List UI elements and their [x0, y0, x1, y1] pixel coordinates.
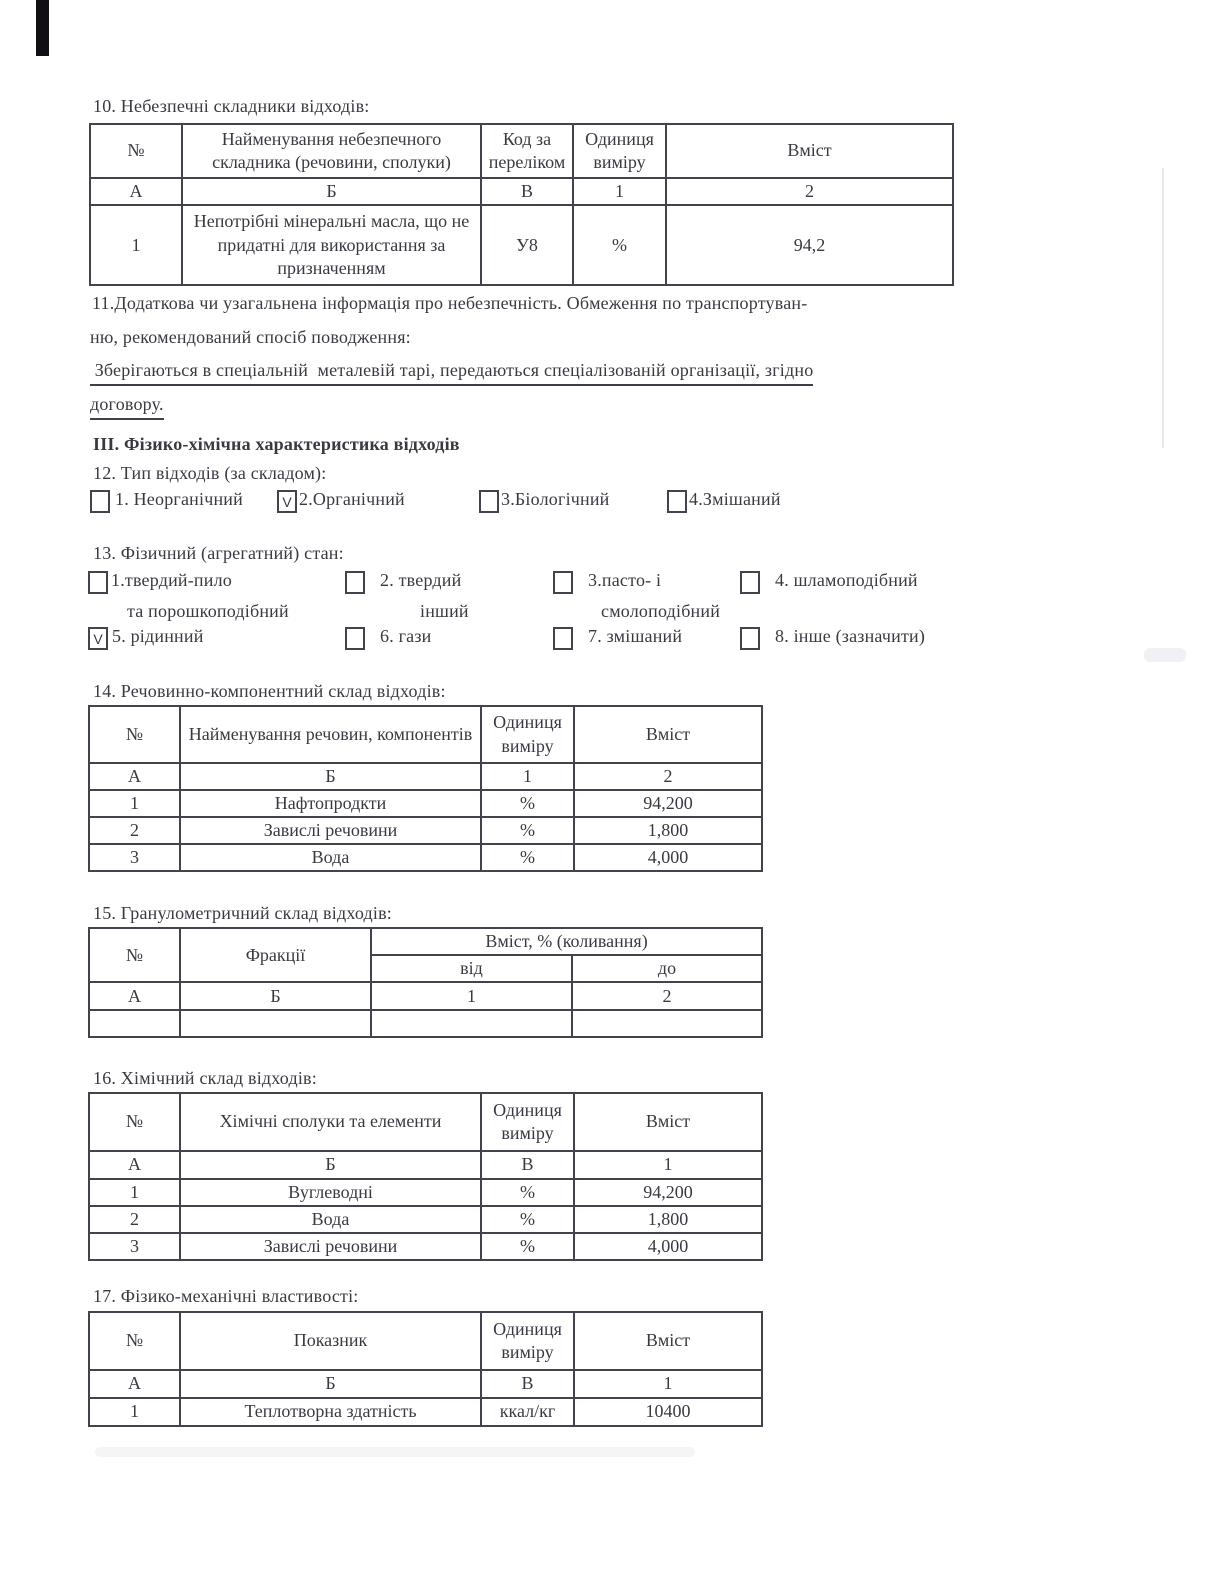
waste-type-option-organic: [277, 489, 405, 513]
cell: Б: [180, 1151, 481, 1179]
checkbox-unchecked[interactable]: [553, 627, 573, 650]
cell: Б: [182, 178, 481, 205]
checkbox-unchecked[interactable]: [88, 571, 108, 594]
cell: А: [89, 982, 180, 1010]
col-header-unit: Одиниця виміру: [573, 124, 666, 178]
cell: 1: [371, 982, 572, 1010]
cell: 2: [89, 817, 180, 844]
empty-cell: [572, 1010, 762, 1037]
col-header-no: №: [89, 706, 180, 763]
cell: 4,000: [574, 1233, 762, 1260]
cell: 1: [89, 790, 180, 817]
section-14-heading: 14. Речовинно-компонентний склад відходів:: [93, 681, 446, 701]
checkbox-label: 7. змішаний: [588, 626, 683, 646]
state-option-paste-resin: [553, 570, 661, 594]
state-option-solid-other: [345, 570, 461, 594]
checkbox-label: 6. гази: [380, 626, 432, 646]
cell: 1: [573, 178, 666, 205]
cell: Вода: [180, 844, 481, 871]
state-option-mixed: [553, 626, 682, 650]
state-option-liquid: [88, 626, 204, 650]
cell: Завислі речовини: [180, 1233, 481, 1260]
cell: Вода: [180, 1206, 481, 1233]
state-option-solid-other-line2: інший: [420, 601, 469, 621]
checkbox-unchecked[interactable]: [479, 490, 499, 513]
cell: %: [481, 790, 574, 817]
table-row: [89, 790, 762, 817]
checkbox-unchecked[interactable]: [90, 490, 110, 513]
empty-cell: [371, 1010, 572, 1037]
cell: 1: [481, 763, 574, 790]
checkbox-unchecked[interactable]: [667, 490, 687, 513]
section-11-answer-line2: договору.: [90, 394, 164, 420]
state-option-paste-resin-line2: смолоподібний: [601, 601, 721, 621]
col-header-no: №: [89, 928, 180, 982]
checkbox-checked[interactable]: [88, 627, 108, 650]
empty-cell: [89, 1010, 180, 1037]
cell: Завислі речовини: [180, 817, 481, 844]
section-11-text-line1: 11.Додаткова чи узагальнена інформація про небезпечність. Обмеження по транспортуван-: [92, 293, 808, 313]
col-header-content: Вміст: [666, 124, 953, 178]
state-option-other: [740, 626, 925, 650]
cell: ккал/кг: [481, 1398, 574, 1426]
table-row: [89, 1206, 762, 1233]
table-header-row: [89, 1093, 762, 1151]
col-header-from: від: [371, 955, 572, 982]
cell: 2: [89, 1206, 180, 1233]
cell: 94,200: [574, 790, 762, 817]
checkbox-label: 3.пасто- і: [588, 570, 662, 590]
col-header-no: №: [89, 1093, 180, 1151]
section-16-heading: 16. Хімічний склад відходів:: [93, 1068, 317, 1088]
cell: 2: [574, 763, 762, 790]
section-17-heading: 17. Фізико-механічні властивості:: [93, 1286, 359, 1306]
checkbox-unchecked[interactable]: [345, 571, 365, 594]
col-header-content: Вміст: [574, 706, 762, 763]
col-header-name: Найменування небезпечного складника (речовини, сполуки): [182, 124, 481, 178]
col-header-no: №: [89, 1312, 180, 1370]
checkbox-label: 4. шламоподібний: [775, 570, 918, 590]
cell: В: [481, 1370, 574, 1398]
cell: 10400: [574, 1398, 762, 1426]
cell: В: [481, 178, 573, 205]
section-13-heading: 13. Фізичний (агрегатний) стан:: [93, 543, 344, 563]
col-header-content: Вміст: [574, 1093, 762, 1151]
cell: Непотрібні мінеральні масла, що не придатні для використання за призначенням: [182, 205, 481, 285]
table-key-row: [89, 1151, 762, 1179]
section-11-text-line2: ню, рекомендований спосіб поводження:: [90, 327, 411, 347]
checkbox-unchecked[interactable]: [553, 571, 573, 594]
cell: 1: [89, 1179, 180, 1206]
cell: 1: [574, 1370, 762, 1398]
section-15-heading: 15. Гранулометричний склад відходів:: [93, 903, 392, 923]
checkbox-unchecked[interactable]: [740, 571, 760, 594]
table-key-row: [89, 982, 762, 1010]
checkbox-label: 2. твердий: [380, 570, 462, 590]
table-row: [89, 1233, 762, 1260]
col-header-content: Вміст, % (коливання): [371, 928, 762, 955]
cell: 3: [89, 1233, 180, 1260]
cell: У8: [481, 205, 573, 285]
cell: %: [481, 817, 574, 844]
scan-artifact-line: [1162, 168, 1164, 448]
cell: А: [89, 763, 180, 790]
table-header-row: [89, 1312, 762, 1370]
cell: В: [481, 1151, 574, 1179]
checkbox-unchecked[interactable]: [345, 627, 365, 650]
checkbox-label: 8. інше (зазначити): [775, 626, 926, 646]
col-header-name: Хімічні сполуки та елементи: [180, 1093, 481, 1151]
granulometric-table: [88, 927, 763, 1038]
waste-type-option-mixed: [667, 489, 781, 513]
cell: 2: [572, 982, 762, 1010]
cell: А: [90, 178, 182, 205]
check-icon: V: [93, 630, 103, 647]
table-row: [89, 817, 762, 844]
cell: Б: [180, 1370, 481, 1398]
table-key-row: [89, 1370, 762, 1398]
state-option-sludge: [740, 570, 918, 594]
section-12-heading: 12. Тип відходів (за складом):: [93, 463, 327, 483]
checkbox-label: 3.Біологічний: [501, 489, 610, 509]
state-option-solid-dust-line2: та порошкоподібний: [127, 601, 289, 621]
col-header-unit: Одиниця виміру: [481, 706, 574, 763]
checkbox-label: 1. Неорганічний: [115, 489, 243, 509]
cell: 2: [666, 178, 953, 205]
cell: 1,800: [574, 1206, 762, 1233]
col-header-no: №: [90, 124, 182, 178]
cell: %: [481, 844, 574, 871]
cell: Б: [180, 982, 371, 1010]
cell: %: [481, 1179, 574, 1206]
cell: 1,800: [574, 817, 762, 844]
col-header-fractions: Фракції: [180, 928, 371, 982]
checkbox-label: 1.твердий-пило: [111, 570, 232, 590]
chemical-composition-table: [88, 1092, 763, 1261]
cell: 4,000: [574, 844, 762, 871]
table-row: [89, 844, 762, 871]
cell: %: [573, 205, 666, 285]
cell: Б: [180, 763, 481, 790]
scan-artifact-smudge: [1144, 648, 1186, 662]
cell: А: [89, 1370, 180, 1398]
empty-cell: [180, 1010, 371, 1037]
cell: Теплотворна здатність: [180, 1398, 481, 1426]
cell: 1: [90, 205, 182, 285]
cell: Нафтопродкти: [180, 790, 481, 817]
component-composition-table: [88, 705, 763, 872]
cell: 94,200: [574, 1179, 762, 1206]
section-11-answer-line1: Зберігаються в спеціальній металевій тарі, передаються спеціалізованій організації, згідно: [90, 360, 813, 386]
table-header-row: [90, 124, 953, 178]
table-row: [90, 205, 953, 285]
cell: 94,2: [666, 205, 953, 285]
scan-artifact-streak: [95, 1447, 695, 1457]
table-key-row: [90, 178, 953, 205]
checkbox-unchecked[interactable]: [740, 627, 760, 650]
col-header-content: Вміст: [574, 1312, 762, 1370]
checkbox-label: 4.Змішаний: [689, 489, 781, 509]
table-row: [89, 1398, 762, 1426]
checkbox-label: 2.Органічний: [299, 489, 405, 509]
col-header-unit: Одиниця виміру: [481, 1312, 574, 1370]
physical-mechanical-table: [88, 1311, 763, 1427]
table-header-row: [89, 706, 762, 763]
cell: Вуглеводні: [180, 1179, 481, 1206]
checkbox-checked[interactable]: [277, 490, 297, 513]
check-icon: V: [282, 493, 292, 510]
cell: 1: [574, 1151, 762, 1179]
section-10-heading: 10. Небезпечні складники відходів:: [93, 96, 370, 116]
col-header-code: Код за переліком: [481, 124, 573, 178]
waste-type-option-inorganic: [90, 489, 243, 513]
table-header-row: [89, 928, 762, 955]
state-option-solid-dust: [88, 570, 232, 594]
cell: 3: [89, 844, 180, 871]
waste-type-option-biological: [479, 489, 610, 513]
hazardous-components-table: [89, 123, 954, 286]
table-row: [89, 1179, 762, 1206]
scan-artifact-bar: [36, 0, 49, 56]
checkbox-label: 5. рідинний: [112, 626, 204, 646]
col-header-name: Найменування речовин, компонентів: [180, 706, 481, 763]
cell: %: [481, 1233, 574, 1260]
section-3-title: ІІІ. Фізико-хімічна характеристика відходів: [93, 434, 460, 454]
table-key-row: [89, 763, 762, 790]
cell: %: [481, 1206, 574, 1233]
col-header-to: до: [572, 955, 762, 982]
state-option-gases: [345, 626, 432, 650]
cell: 1: [89, 1398, 180, 1426]
col-header-unit: Одиниця виміру: [481, 1093, 574, 1151]
table-empty-row: [89, 1010, 762, 1037]
cell: А: [89, 1151, 180, 1179]
col-header-name: Показник: [180, 1312, 481, 1370]
